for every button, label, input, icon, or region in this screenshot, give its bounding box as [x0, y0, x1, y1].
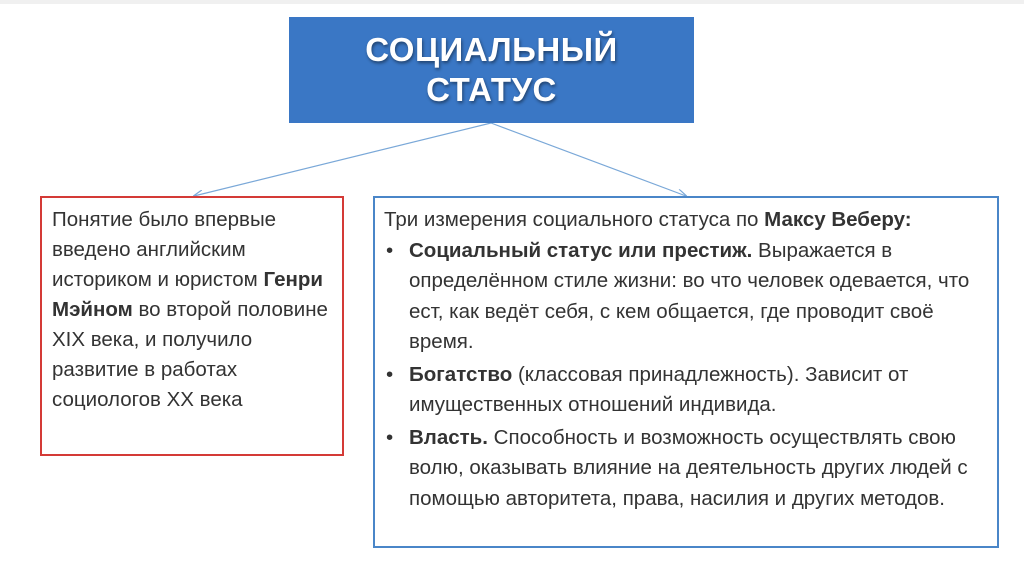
bullet-icon: •	[386, 238, 394, 262]
title-line-2: СТАТУС	[426, 71, 557, 108]
list-item-title: Богатство	[409, 362, 513, 386]
bullet-icon: •	[386, 425, 394, 449]
list-item	[384, 423, 989, 515]
definition-name-bold: Генри Мэйном	[52, 268, 323, 321]
weber-intro-text: Три измерения социального статуса по	[384, 208, 765, 231]
dimensions-list	[384, 236, 989, 515]
connector-left	[194, 123, 491, 196]
title-box	[289, 17, 694, 123]
definition-text-end: во второй половине XIX века, и получило развитие в работах социологов XX века	[52, 298, 328, 411]
definition-box	[40, 196, 344, 456]
title-line-1: СОЦИАЛЬНЫЙ	[365, 31, 618, 68]
list-item	[384, 360, 989, 421]
list-item-title: Власть.	[409, 425, 488, 449]
weber-dimensions-box	[373, 196, 999, 548]
list-item-text: Способность и возможность осуществлять свою волю, оказывать влияние на деятельность других людей с помощью авторитета, права, насилия и других методов.	[409, 425, 968, 510]
bullet-icon: •	[386, 362, 394, 386]
list-item-text: (классовая принадлежность). Зависит от имущественных отношений индивида.	[409, 362, 909, 416]
list-item-text: Выражается в определённом стиле жизни: во что человек одевается, что ест, как ведёт себя, с кем общается, где проводит своё время.	[409, 238, 970, 353]
weber-intro-bold: Максу Веберу:	[764, 208, 912, 231]
list-item	[384, 236, 989, 358]
weber-intro	[384, 205, 989, 236]
connector-right	[491, 123, 686, 196]
definition-text-start: Понятие было впервые введено английским историком и юристом	[52, 208, 277, 291]
list-item-title: Социальный статус или престиж.	[409, 238, 753, 262]
